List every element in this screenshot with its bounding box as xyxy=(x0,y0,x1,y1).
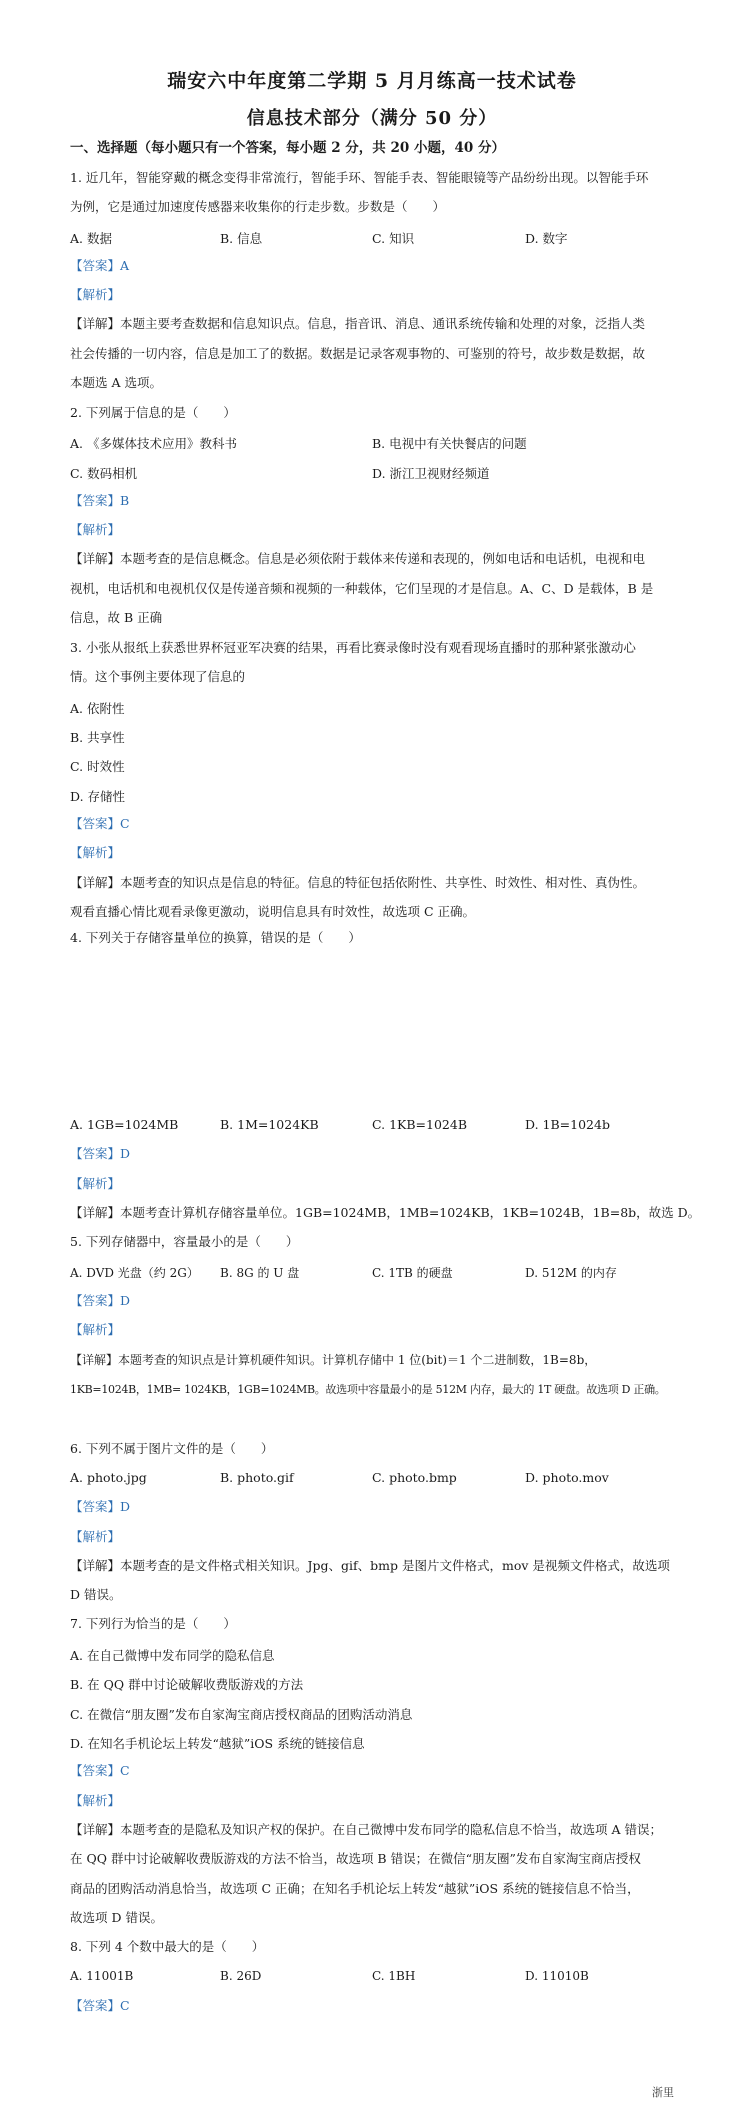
q5-answer: 【答案】D xyxy=(70,1293,131,1308)
q5-analysis-label: 【解析】 xyxy=(70,1322,121,1337)
q3-answer: 【答案】C xyxy=(70,816,130,831)
q1-detail-line3: 本题选 A 选项。 xyxy=(70,375,162,390)
q6-analysis-label: 【解析】 xyxy=(70,1529,121,1544)
q3-option-d: D. 存储性 xyxy=(70,789,126,804)
q8-stem: 8. 下列 4 个数中最大的是（ ） xyxy=(70,1939,265,1954)
q4-option-c: C. 1KB=1024B xyxy=(372,1117,468,1132)
q8-answer: 【答案】C xyxy=(70,1998,130,2013)
q7-option-d: D. 在知名手机论坛上转发“越狱”iOS 系统的链接信息 xyxy=(70,1736,365,1751)
section-heading: 一、选择题（每小题只有一个答案，每小题 2 分，共 20 小题，40 分） xyxy=(70,140,505,156)
page-footer: 浙里 xyxy=(652,2086,674,2099)
q3-stem-line1: 3. 小张从报纸上获悉世界杯冠亚军决赛的结果，再看比赛录像时没有观看现场直播时的那种紧张激动心 xyxy=(70,640,636,655)
q4-detail-line1: 【详解】本题考查计算机存储容量单位。1GB=1024MB，1MB=1024KB，1KB=1024B，1B=8b，故选 D。 xyxy=(70,1205,701,1220)
q2-stem: 2. 下列属于信息的是（ ） xyxy=(70,405,236,420)
q2-answer: 【答案】B xyxy=(70,493,130,508)
q2-option-c: C. 数码相机 xyxy=(70,466,138,481)
q3-option-c: C. 时效性 xyxy=(70,759,125,774)
q7-detail-line2: 在 QQ 群中讨论破解收费版游戏的方法不恰当，故选项 B 错误；在微信“朋友圈”发布自家淘宝商店授权 xyxy=(70,1851,641,1866)
q1-stem-line2: 为例，它是通过加速度传感器来收集你的行走步数。步数是（ ） xyxy=(70,199,446,214)
q8-option-c: C. 1BH xyxy=(372,1969,416,1983)
q3-option-b: B. 共享性 xyxy=(70,730,125,745)
q7-option-c: C. 在微信“朋友圈”发布自家淘宝商店授权商品的团购活动消息 xyxy=(70,1707,413,1722)
q2-detail-line1: 【详解】本题考查的是信息概念。信息是必须依附于载体来传递和表现的，例如电话和电话机，电视和电 xyxy=(70,551,646,566)
q6-stem: 6. 下列不属于图片文件的是（ ） xyxy=(70,1441,274,1456)
q7-detail-line1: 【详解】本题考查的是隐私及知识产权的保护。在自己微博中发布同学的隐私信息不恰当，故选项 A 错误； xyxy=(70,1822,662,1837)
q3-detail-line2: 观看直播心情比观看录像更激动，说明信息具有时效性，故选项 C 正确。 xyxy=(70,904,476,919)
q5-option-a: A. DVD 光盘（约 2G） xyxy=(70,1266,199,1280)
q7-detail-line4: 故选项 D 错误。 xyxy=(70,1910,163,1925)
q6-option-c: C. photo.bmp xyxy=(372,1470,457,1485)
q4-stem: 4. 下列关于存储容量单位的换算，错误的是（ ） xyxy=(70,930,361,945)
q1-option-a: A. 数据 xyxy=(70,231,112,246)
q8-option-b: B. 26D xyxy=(220,1969,262,1983)
q6-option-a: A. photo.jpg xyxy=(70,1470,147,1485)
q3-stem-line2: 情。这个事例主要体现了信息的 xyxy=(70,669,246,684)
q1-option-c: C. 知识 xyxy=(372,231,415,246)
q8-option-d: D. 11010B xyxy=(525,1969,589,1983)
page-subtitle: 信息技术部分（满分 50 分） xyxy=(246,108,498,129)
q7-analysis-label: 【解析】 xyxy=(70,1793,121,1808)
q7-option-a: A. 在自己微博中发布同学的隐私信息 xyxy=(70,1648,275,1663)
q7-answer: 【答案】C xyxy=(70,1763,130,1778)
q1-option-d: D. 数字 xyxy=(525,231,568,246)
q6-detail-line2: D 错误。 xyxy=(70,1587,122,1602)
q7-option-b: B. 在 QQ 群中讨论破解收费版游戏的方法 xyxy=(70,1677,304,1692)
q4-option-b: B. 1M=1024KB xyxy=(220,1117,319,1132)
q8-option-a: A. 11001B xyxy=(70,1969,134,1983)
q7-detail-line3: 商品的团购活动消息恰当，故选项 C 正确；在知名手机论坛上转发“越狱”iOS 系统的链接信息不恰当， xyxy=(70,1881,640,1896)
q1-answer: 【答案】A xyxy=(70,258,130,273)
q1-analysis-label: 【解析】 xyxy=(70,287,121,302)
q7-stem: 7. 下列行为恰当的是（ ） xyxy=(70,1616,236,1631)
q5-option-d: D. 512M 的内存 xyxy=(525,1266,617,1280)
q5-option-b: B. 8G 的 U 盘 xyxy=(220,1266,300,1280)
q6-answer: 【答案】D xyxy=(70,1499,131,1514)
q6-option-d: D. photo.mov xyxy=(525,1470,609,1485)
q3-analysis-label: 【解析】 xyxy=(70,845,121,860)
page-title: 瑞安六中年度第二学期 5 月月练高一技术试卷 xyxy=(167,70,577,92)
q5-detail-line1: 【详解】本题考查的知识点是计算机硬件知识。计算机存储中 1 位(bit)＝1 个二进制数，1B=8b， xyxy=(70,1353,597,1367)
q3-detail-line1: 【详解】本题考查的知识点是信息的特征。信息的特征包括依附性、共享性、时效性、相对性、真伪性。 xyxy=(70,875,646,890)
q2-option-d: D. 浙江卫视财经频道 xyxy=(372,466,490,481)
q2-option-b: B. 电视中有关快餐店的问题 xyxy=(372,436,527,451)
q3-option-a: A. 依附性 xyxy=(70,701,125,716)
q4-option-d: D. 1B=1024b xyxy=(525,1117,610,1132)
q6-detail-line1: 【详解】本题考查的是文件格式相关知识。Jpg、gif、bmp 是图片文件格式，mov 是视频文件格式，故选项 xyxy=(70,1558,670,1573)
q2-detail-line2: 视机，电话机和电视机仅仅是传递音频和视频的一种载体，它们呈现的才是信息。A、C、D 是载体，B 是 xyxy=(70,581,654,596)
q6-option-b: B. photo.gif xyxy=(220,1470,294,1485)
q1-stem-line1: 1. 近几年，智能穿戴的概念变得非常流行，智能手环、智能手表、智能眼镜等产品纷纷出现。以智能手环 xyxy=(70,170,649,185)
q1-option-b: B. 信息 xyxy=(220,231,263,246)
q1-detail-line2: 社会传播的一切内容，信息是加工了的数据。数据是记录客观事物的、可鉴别的符号，故步数是数据，故 xyxy=(70,346,646,361)
q2-detail-line3: 信息，故 B 正确 xyxy=(70,610,163,625)
q4-answer: 【答案】D xyxy=(70,1146,131,1161)
q2-option-a: A. 《多媒体技术应用》教科书 xyxy=(70,436,237,451)
q1-detail-line1: 【详解】本题主要考查数据和信息知识点。信息，指音讯、消息、通讯系统传输和处理的对象，泛指人类 xyxy=(70,316,646,331)
q2-analysis-label: 【解析】 xyxy=(70,522,121,537)
q4-analysis-label: 【解析】 xyxy=(70,1176,121,1191)
q5-stem: 5. 下列存储器中，容量最小的是（ ） xyxy=(70,1234,299,1249)
q5-option-c: C. 1TB 的硬盘 xyxy=(372,1266,453,1280)
q5-detail-line2: 1KB=1024B，1MB= 1024KB，1GB=1024MB。故选项中容量最小的是 512M 内存，最大的 1T 硬盘。故选项 D 正确。 xyxy=(70,1383,666,1396)
q4-option-a: A. 1GB=1024MB xyxy=(70,1117,179,1132)
